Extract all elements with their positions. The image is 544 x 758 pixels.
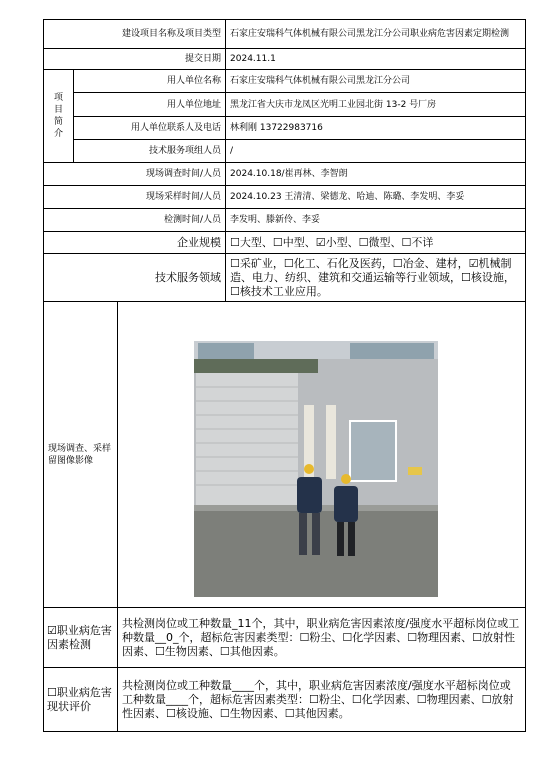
banner-right — [326, 405, 336, 479]
row-domain — [44, 254, 526, 302]
row-sampling — [44, 186, 526, 209]
row-submit-date — [44, 49, 526, 70]
sampling-value: 2024.10.23 王清清、梁德龙、哈迪、陈璐、李发明、李妥 — [226, 186, 526, 209]
side-char-4: 介 — [53, 129, 63, 139]
row-investigation — [44, 163, 526, 186]
address-label: 用人单位地址 — [74, 93, 226, 117]
report-form-table — [43, 19, 526, 732]
door-canopy — [194, 359, 318, 373]
tech-staff-value: / — [226, 140, 526, 163]
row-tech-staff — [44, 140, 526, 163]
investigation-label: 现场调查时间/人员 — [44, 163, 226, 186]
row-evaluation — [44, 668, 526, 732]
side-char-1: 项 — [53, 93, 63, 103]
side-char-3: 简 — [53, 117, 63, 127]
window-left — [198, 343, 254, 359]
row-address — [44, 93, 526, 117]
project-name-label: 建设项目名称及项目类型 — [44, 20, 226, 49]
submit-date-label: 提交日期 — [44, 49, 226, 70]
row-photo — [44, 302, 526, 608]
row-detection — [44, 608, 526, 668]
evaluation-label: ☐职业病危害现状评价 — [44, 668, 118, 732]
site-photo — [194, 341, 438, 597]
address-value: 黑龙江省大庆市龙凤区光明工业园北街 13-2 号厂房 — [226, 93, 526, 117]
scale-value: ☐大型、☐中型、☑小型、☐微型、☐不详 — [226, 232, 526, 254]
yellow-sign — [408, 467, 422, 475]
site-photo-illustration — [194, 341, 438, 597]
window-top-right — [350, 343, 434, 359]
domain-value: ☐采矿业，☐化工、石化及医药，☐冶金、建材，☑机械制造、电力、纺织、建筑和交通运输等行业领域，☐核设施，☐核技术工业应用。 — [226, 254, 526, 302]
row-employer — [44, 70, 526, 93]
window-lower-right — [350, 421, 396, 481]
sampling-label: 现场采样时间/人员 — [44, 186, 226, 209]
row-testing — [44, 209, 526, 232]
domain-label: 技术服务领域 — [44, 254, 226, 302]
photo-cell — [118, 302, 526, 608]
row-scale — [44, 232, 526, 254]
scale-label: 企业规模 — [44, 232, 226, 254]
photo-label: 现场调查、采样留图像影像 — [44, 302, 118, 608]
row-contact — [44, 117, 526, 140]
tech-staff-label: 技术服务项组人员 — [74, 140, 226, 163]
employer-label: 用人单位名称 — [74, 70, 226, 93]
row-project-name — [44, 20, 526, 49]
contact-value: 林利刚 13722983716 — [226, 117, 526, 140]
detection-label: ☑职业病危害因素检测 — [44, 608, 118, 668]
detection-text: 共检测岗位或工种数量_11个，其中，职业病危害因素浓度/强度水平超标岗位或工种数量__0_个，超标危害因素类型：☐粉尘、☐化学因素、☐物理因素、☐放射性因素、☐生物因素、☐其他因素。 — [118, 608, 526, 668]
investigation-value: 2024.10.18/崔再林、李智朗 — [226, 163, 526, 186]
contact-label: 用人单位联系人及电话 — [74, 117, 226, 140]
project-intro-side-label — [44, 70, 74, 163]
testing-label: 检测时间/人员 — [44, 209, 226, 232]
evaluation-text: 共检测岗位或工种数量____个，其中，职业病危害因素浓度/强度水平超标岗位或工种数量____个，超标危害因素类型：☐粉尘、☐化学因素、☐物理因素、☐放射性因素、☐核设施、☐生物因素、☐其他因素。 — [118, 668, 526, 732]
submit-date-value: 2024.11.1 — [226, 49, 526, 70]
project-name-value: 石家庄安瑞科气体机械有限公司黑龙江分公司职业病危害因素定期检测 — [226, 20, 526, 49]
photo-area — [118, 305, 525, 605]
employer-value: 石家庄安瑞科气体机械有限公司黑龙江分公司 — [226, 70, 526, 93]
testing-value: 李发明、滕新伶、李妥 — [226, 209, 526, 232]
side-char-2: 目 — [53, 105, 63, 115]
